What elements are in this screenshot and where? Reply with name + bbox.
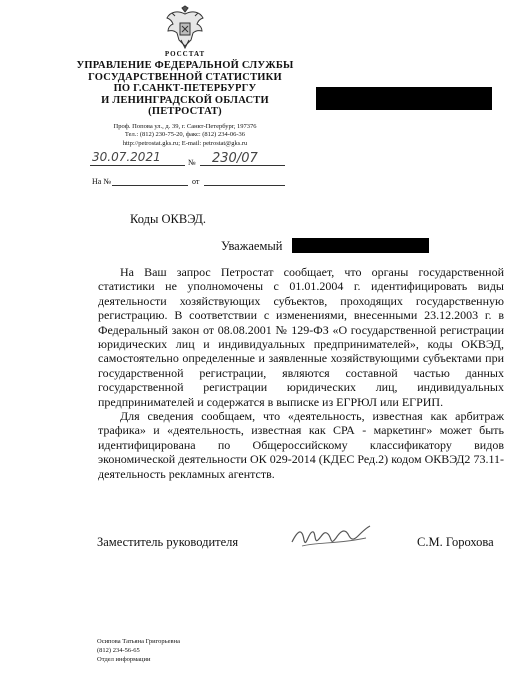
executor-department: Отдел информации [97,656,151,663]
executor-info [97,637,180,664]
org-name-line: И ЛЕНИНГРАДСКОЙ ОБЛАСТИ [101,94,269,106]
body-paragraph: Для сведения сообщаем, что «деятельность, известная как арбитраж трафика» и «деятельность, известная как СРА - маркетинг» может быть идентифицирована по Общероссийскому классификатору видов экономической деятельности ОК 029-2014 (КДЕС Ред.2) кодом ОКВЭД2 73.11- деятельность рекламных агентств. [98,409,504,481]
body-paragraph: На Ваш запрос Петростат сообщает, что органы государственной статистики не уполномочены с 01.01.2004 г. идентифицировать виды деятельности хозяйствующих субъектов, проходящих государственную регистрацию. В соответствии с изменениями, внесенными 23.12.2003 г. в Федеральный закон от 08.08.2001 № 129-ФЗ «О государственной регистрации юридических лиц и индивидуальных предпринимателей», коды ОКВЭД, самостоятельно определенные и заявленные хозяйствующими субъектами при государственной регистрации, являются составной частью данных государственной регистрации юридических лиц, индивидуальных предпринимателей и содержатся в выписке из ЕГРЮЛ или ЕГРИП. [98,265,504,409]
handwritten-number: 230/07 [212,151,258,166]
letter-subject: Коды ОКВЭД. [130,212,207,226]
letterhead [72,50,298,148]
org-name-line: (ПЕТРОСТАТ) [148,106,222,117]
number-underline [200,165,285,166]
redacted-addressee [316,87,492,110]
org-name-line: ПО Г.САНКТ-ПЕТЕРБУРГУ [113,83,257,94]
redacted-recipient-name [292,238,429,253]
contact-web: http://petrostat.gks.ru; E-mail: petrostat@gks.ru [122,139,248,147]
ref-number-label: На № [92,177,111,186]
date-underline [90,165,185,166]
number-label: № [188,158,196,167]
greeting: Уважаемый [221,239,283,253]
handwritten-signature [288,520,374,554]
executor-name: Осипова Татьяна Григорьевна [97,638,180,645]
ref-from-underline [204,185,285,186]
signer-name: С.М. Горохова [417,535,494,549]
contact-phone: Тел.: (812) 230-75-20, факс: (812) 234-06-36 [124,131,246,138]
signer-position: Заместитель руководителя [97,535,239,549]
org-name-line: УПРАВЛЕНИЕ ФЕДЕРАЛЬНОЙ СЛУЖБЫ [76,60,294,71]
ref-number-underline [112,185,188,186]
executor-phone: (812) 234-56-65 [97,647,140,654]
coat-of-arms-icon [162,4,208,50]
handwritten-date: 30.07.2021 [92,150,161,164]
contact-address: Проф. Попова ул., д. 39, г. Санкт-Петербург, 197376 [113,122,257,130]
org-name-line: ГОСУДАРСТВЕННОЙ СТАТИСТИКИ [88,71,282,83]
agency-short-name: РОССТАТ [164,50,206,58]
letter-body [98,265,504,481]
contacts-block [72,123,298,149]
ref-from-label: от [192,177,200,186]
